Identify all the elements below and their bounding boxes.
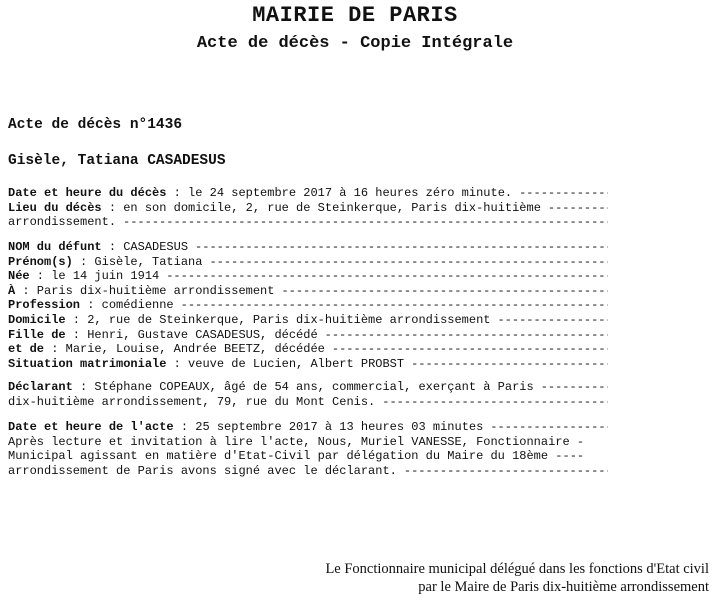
declarant-line <box>8 380 608 395</box>
dash-filler <box>404 357 608 372</box>
surname-value: : CASADESUS <box>101 240 189 254</box>
death-datetime-line <box>8 186 608 201</box>
act-datetime-value: : 25 septembre 2017 à 13 heures 03 minutes <box>173 420 484 434</box>
act-text-line-2 <box>8 449 608 464</box>
document-title: MAIRIE DE PARIS <box>252 3 458 28</box>
act-datetime-label: Date et heure de l'acte <box>8 420 174 434</box>
dash-filler <box>534 380 608 395</box>
marital-status-label: Situation matrimoniale <box>8 356 167 371</box>
signature-block <box>325 560 709 596</box>
declarant-label: Déclarant <box>8 380 73 394</box>
domicile-line <box>8 313 608 328</box>
signature-line-2: par le Maire de Paris dix-huitième arrondissement <box>418 579 709 595</box>
dash-filler <box>490 313 608 328</box>
birthplace-label: À <box>8 283 16 298</box>
surname-line <box>8 240 608 255</box>
profession-label: Profession <box>8 298 81 313</box>
dash-filler <box>318 328 608 343</box>
mother-value: : Marie, Louise, Andrée BEETZ, décédée <box>44 342 325 357</box>
declarant-value-continued: dix-huitième arrondissement, 79, rue du Mont Cenis. <box>8 394 376 409</box>
domicile-label: Domicile <box>8 312 66 327</box>
birthplace-value: : Paris dix-huitième arrondissement <box>15 283 275 298</box>
dash-filler <box>274 284 608 299</box>
father-value: : Henri, Gustave CASADESUS, décédé <box>65 327 318 342</box>
profession-line <box>8 298 608 313</box>
dash-filler <box>188 240 608 255</box>
father-label: Fille de <box>8 327 66 342</box>
dash-filler <box>174 298 608 313</box>
act-number: Acte de décès n°1436 <box>8 117 183 133</box>
dash-filler <box>325 342 608 357</box>
signature-line-1: Le Fonctionnaire municipal délégué dans les fonctions d'Etat civil <box>325 561 709 577</box>
dash-filler <box>397 464 608 479</box>
dash-filler <box>116 215 608 230</box>
death-place-value-continued: arrondissement. <box>8 215 117 230</box>
born-line <box>8 269 608 284</box>
act-record-block <box>8 420 608 478</box>
deceased-fullname: Gisèle, Tatiana CASADESUS <box>8 153 226 169</box>
act-text-line-3 <box>8 464 608 479</box>
declarant-continuation-line <box>8 395 608 410</box>
death-datetime-value: : le 24 septembre 2017 à 16 heures zéro minute. <box>166 186 513 200</box>
surname-label: NOM du défunt <box>8 240 102 254</box>
act-text-2: Municipal agissant en matière d'Etat-Civil par délégation du Maire du 18ème ---- <box>8 449 585 464</box>
document-subtitle: Acte de décès - Copie Intégrale <box>196 34 514 53</box>
mother-line <box>8 342 608 357</box>
act-text-line-1 <box>8 435 608 450</box>
profession-value: : comédienne <box>80 298 174 313</box>
identity-block <box>8 240 608 371</box>
dash-filler <box>159 269 608 284</box>
father-line <box>8 328 608 343</box>
act-text-1: Après lecture et invitation à lire l'acte, Nous, Muriel VANESSE, Fonctionnaire - <box>8 434 585 449</box>
death-details-block <box>8 186 608 230</box>
declarant-block <box>8 380 608 409</box>
dash-filler <box>512 186 608 201</box>
death-place-value: : en son domicile, 2, rue de Steinkerque, Paris dix-huitième <box>101 200 541 215</box>
death-place-label: Lieu du décès <box>8 200 102 215</box>
firstnames-value: : Gisèle, Tatiana <box>72 254 203 269</box>
dash-filler <box>483 420 608 435</box>
act-datetime-line <box>8 420 608 435</box>
death-datetime-label: Date et heure du décès <box>8 186 167 200</box>
death-place-continuation-line <box>8 215 608 230</box>
act-text-3: arrondissement de Paris avons signé avec le déclarant. <box>8 463 397 478</box>
marital-status-value: : veuve de Lucien, Albert PROBST <box>166 356 405 371</box>
dash-filler <box>541 201 608 216</box>
birthplace-line <box>8 284 608 299</box>
marital-status-line <box>8 357 608 372</box>
dash-filler <box>375 395 608 410</box>
declarant-value: : Stéphane COPEAUX, âgé de 54 ans, commercial, exerçant à Paris <box>72 380 534 394</box>
domicile-value: : 2, rue de Steinkerque, Paris dix-huitième arrondissement <box>65 312 491 327</box>
firstnames-line <box>8 255 608 270</box>
mother-label: et de <box>8 342 45 357</box>
born-value: : le 14 juin 1914 <box>29 269 160 284</box>
dash-filler <box>202 255 608 270</box>
born-label: Née <box>8 269 30 284</box>
firstnames-label: Prénom(s) <box>8 254 73 269</box>
death-place-line <box>8 201 608 216</box>
